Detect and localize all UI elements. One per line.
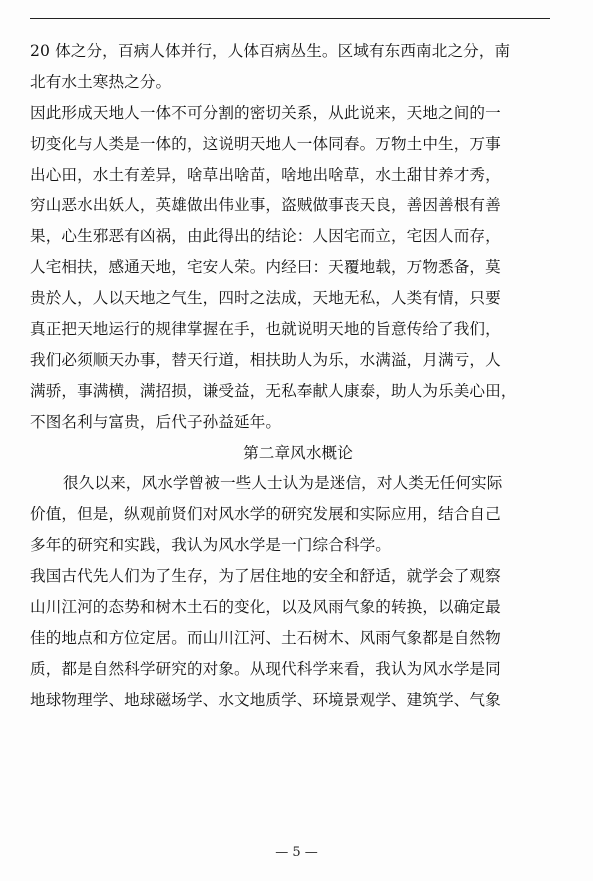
paragraph-line: 地球物理学、地球磁场学、水文地质学、环境景观学、建筑学、气象 bbox=[30, 690, 501, 709]
paragraph-line: 我国古代先人们为了生存，为了居住地的安全和舒适，就学会了观察 bbox=[30, 567, 501, 586]
paragraph-line: 价值，但是，纵观前贤们对风水学的研究发展和实际应用，结合自己 bbox=[30, 505, 501, 524]
paragraph-line: 果，心生邪恶有凶祸，由此得出的结论：人因宅而立，宅因人而存， bbox=[30, 227, 501, 246]
header-rule bbox=[30, 18, 550, 19]
paragraph-line: 佳的地点和方位定居。而山川江河、土石树木、风雨气象都是自然物 bbox=[30, 628, 501, 647]
paragraph-line: 多年的研究和实践，我认为风水学是一门综合科学。 bbox=[30, 536, 391, 555]
paragraph-line: 我们必须顺天办事，替天行道，相扶助人为乐，水满溢，月满亏，人 bbox=[30, 350, 501, 369]
paragraph-line: 北有水土寒热之分。 bbox=[30, 72, 172, 91]
page-number: — 5 — bbox=[275, 845, 318, 860]
paragraph-line: 人宅相扶，感通天地，宅安人荣。内经曰：天覆地载，万物悉备，莫 bbox=[30, 258, 501, 277]
page-body bbox=[30, 36, 558, 716]
paragraph-line: 切变化与人类是一体的，这说明天地人一体同春。万物土中生，万事 bbox=[30, 134, 501, 153]
paragraph-line: 满骄，事满横，满招损，谦受益，无私奉献人康泰，助人为乐美心田， bbox=[30, 381, 517, 400]
paragraph-line: 很久以来，风水学曾被一些人士认为是迷信，对人类无任何实际 bbox=[63, 474, 503, 493]
paragraph-line: 出心田，水土有差异，啥草出啥苗，啥地出啥草，水土甜甘养才秀， bbox=[30, 165, 501, 184]
paragraph-line: 贵於人，人以天地之气生，四时之法成，天地无私，人类有情，只要 bbox=[30, 289, 501, 308]
paragraph-line: 质，都是自然科学研究的对象。从现代科学来看，我认为风水学是同 bbox=[30, 659, 501, 678]
paragraph-line: 因此形成天地人一体不可分割的密切关系，从此说来，天地之间的一 bbox=[30, 103, 501, 122]
paragraph-line: 穷山恶水出妖人，英雄做出伟业事，盗贼做事丧天良，善因善根有善 bbox=[30, 196, 501, 215]
paragraph-line: 山川江河的态势和树木土石的变化，以及风雨气象的转换，以确定最 bbox=[30, 598, 501, 617]
paragraph-line: 20 体之分，百病人体并行，人体百病丛生。区域有东西南北之分，南 bbox=[30, 42, 511, 60]
paragraph-line: 真正把天地运行的规律掌握在手，也就说明天地的旨意传给了我们， bbox=[30, 320, 501, 339]
chapter-title: 第二章风水概论 bbox=[243, 443, 353, 462]
paragraph-line: 不图名利与富贵，后代子孙益延年。 bbox=[30, 412, 282, 431]
